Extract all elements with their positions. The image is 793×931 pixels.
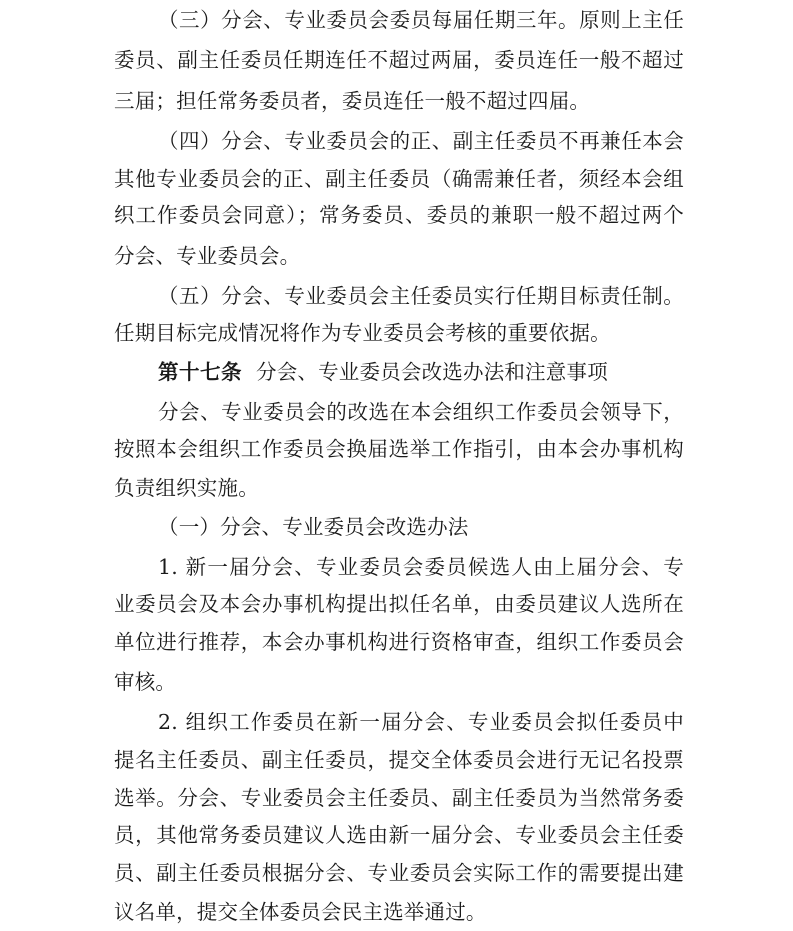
paragraph-line: 业委员会及本会办事机构提出拟任名单，由委员建议人选所在	[114, 592, 684, 616]
paragraph-line: 员，其他常务委员建议人选由新一届分会、专业委员会主任委	[114, 823, 684, 847]
paragraph-line: 分会、专业委员会的改选在本会组织工作委员会领导下，	[158, 400, 684, 424]
paragraph-line: （四）分会、专业委员会的正、副主任委员不再兼任本会	[158, 129, 684, 153]
paragraph-line: 分会、专业委员会。	[114, 244, 301, 268]
paragraph-line: 任期目标完成情况将作为专业委员会考核的重要依据。	[114, 321, 611, 345]
paragraph-line: （五）分会、专业委员会主任委员实行任期目标责任制。	[158, 284, 684, 308]
paragraph-line: 选举。分会、专业委员会主任委员、副主任委员为当然常务委	[114, 786, 684, 810]
paragraph-line: 按照本会组织工作委员会换届选举工作指引，由本会办事机构	[114, 437, 684, 461]
paragraph-line: 提名主任委员、副主任委员，提交全体委员会进行无记名投票	[114, 748, 684, 772]
article-number: 第十七条	[158, 360, 242, 384]
paragraph-line: 其他专业委员会的正、副主任委员（确需兼任者，须经本会组	[114, 167, 684, 191]
paragraph-line: 2. 组织工作委员在新一届分会、专业委员会拟任委员中	[158, 710, 684, 734]
article-heading	[158, 358, 608, 386]
subsection-heading: （一）分会、专业委员会改选办法	[158, 515, 469, 539]
paragraph-line: 单位进行推荐，本会办事机构进行资格审查，组织工作委员会	[114, 630, 684, 654]
paragraph-line: 三届；担任常务委员者，委员连任一般不超过四届。	[114, 89, 591, 113]
paragraph-line: 审核。	[114, 670, 177, 694]
article-title: 分会、专业委员会改选办法和注意事项	[256, 360, 608, 384]
paragraph-line: 委员、副主任委员任期连任不超过两届，委员连任一般不超过	[114, 48, 684, 72]
paragraph-line: 1. 新一届分会、专业委员会委员候选人由上届分会、专	[158, 555, 684, 579]
paragraph-line: 负责组织实施。	[114, 476, 259, 500]
paragraph-line: 员、副主任委员根据分会、专业委员会实际工作的需要提出建	[114, 861, 684, 885]
paragraph-line: 议名单，提交全体委员会民主选举通过。	[114, 900, 487, 924]
paragraph-line: （三）分会、专业委员会委员每届任期三年。原则上主任	[158, 8, 684, 32]
paragraph-line: 织工作委员会同意）；常务委员、委员的兼职一般不超过两个	[114, 203, 684, 227]
